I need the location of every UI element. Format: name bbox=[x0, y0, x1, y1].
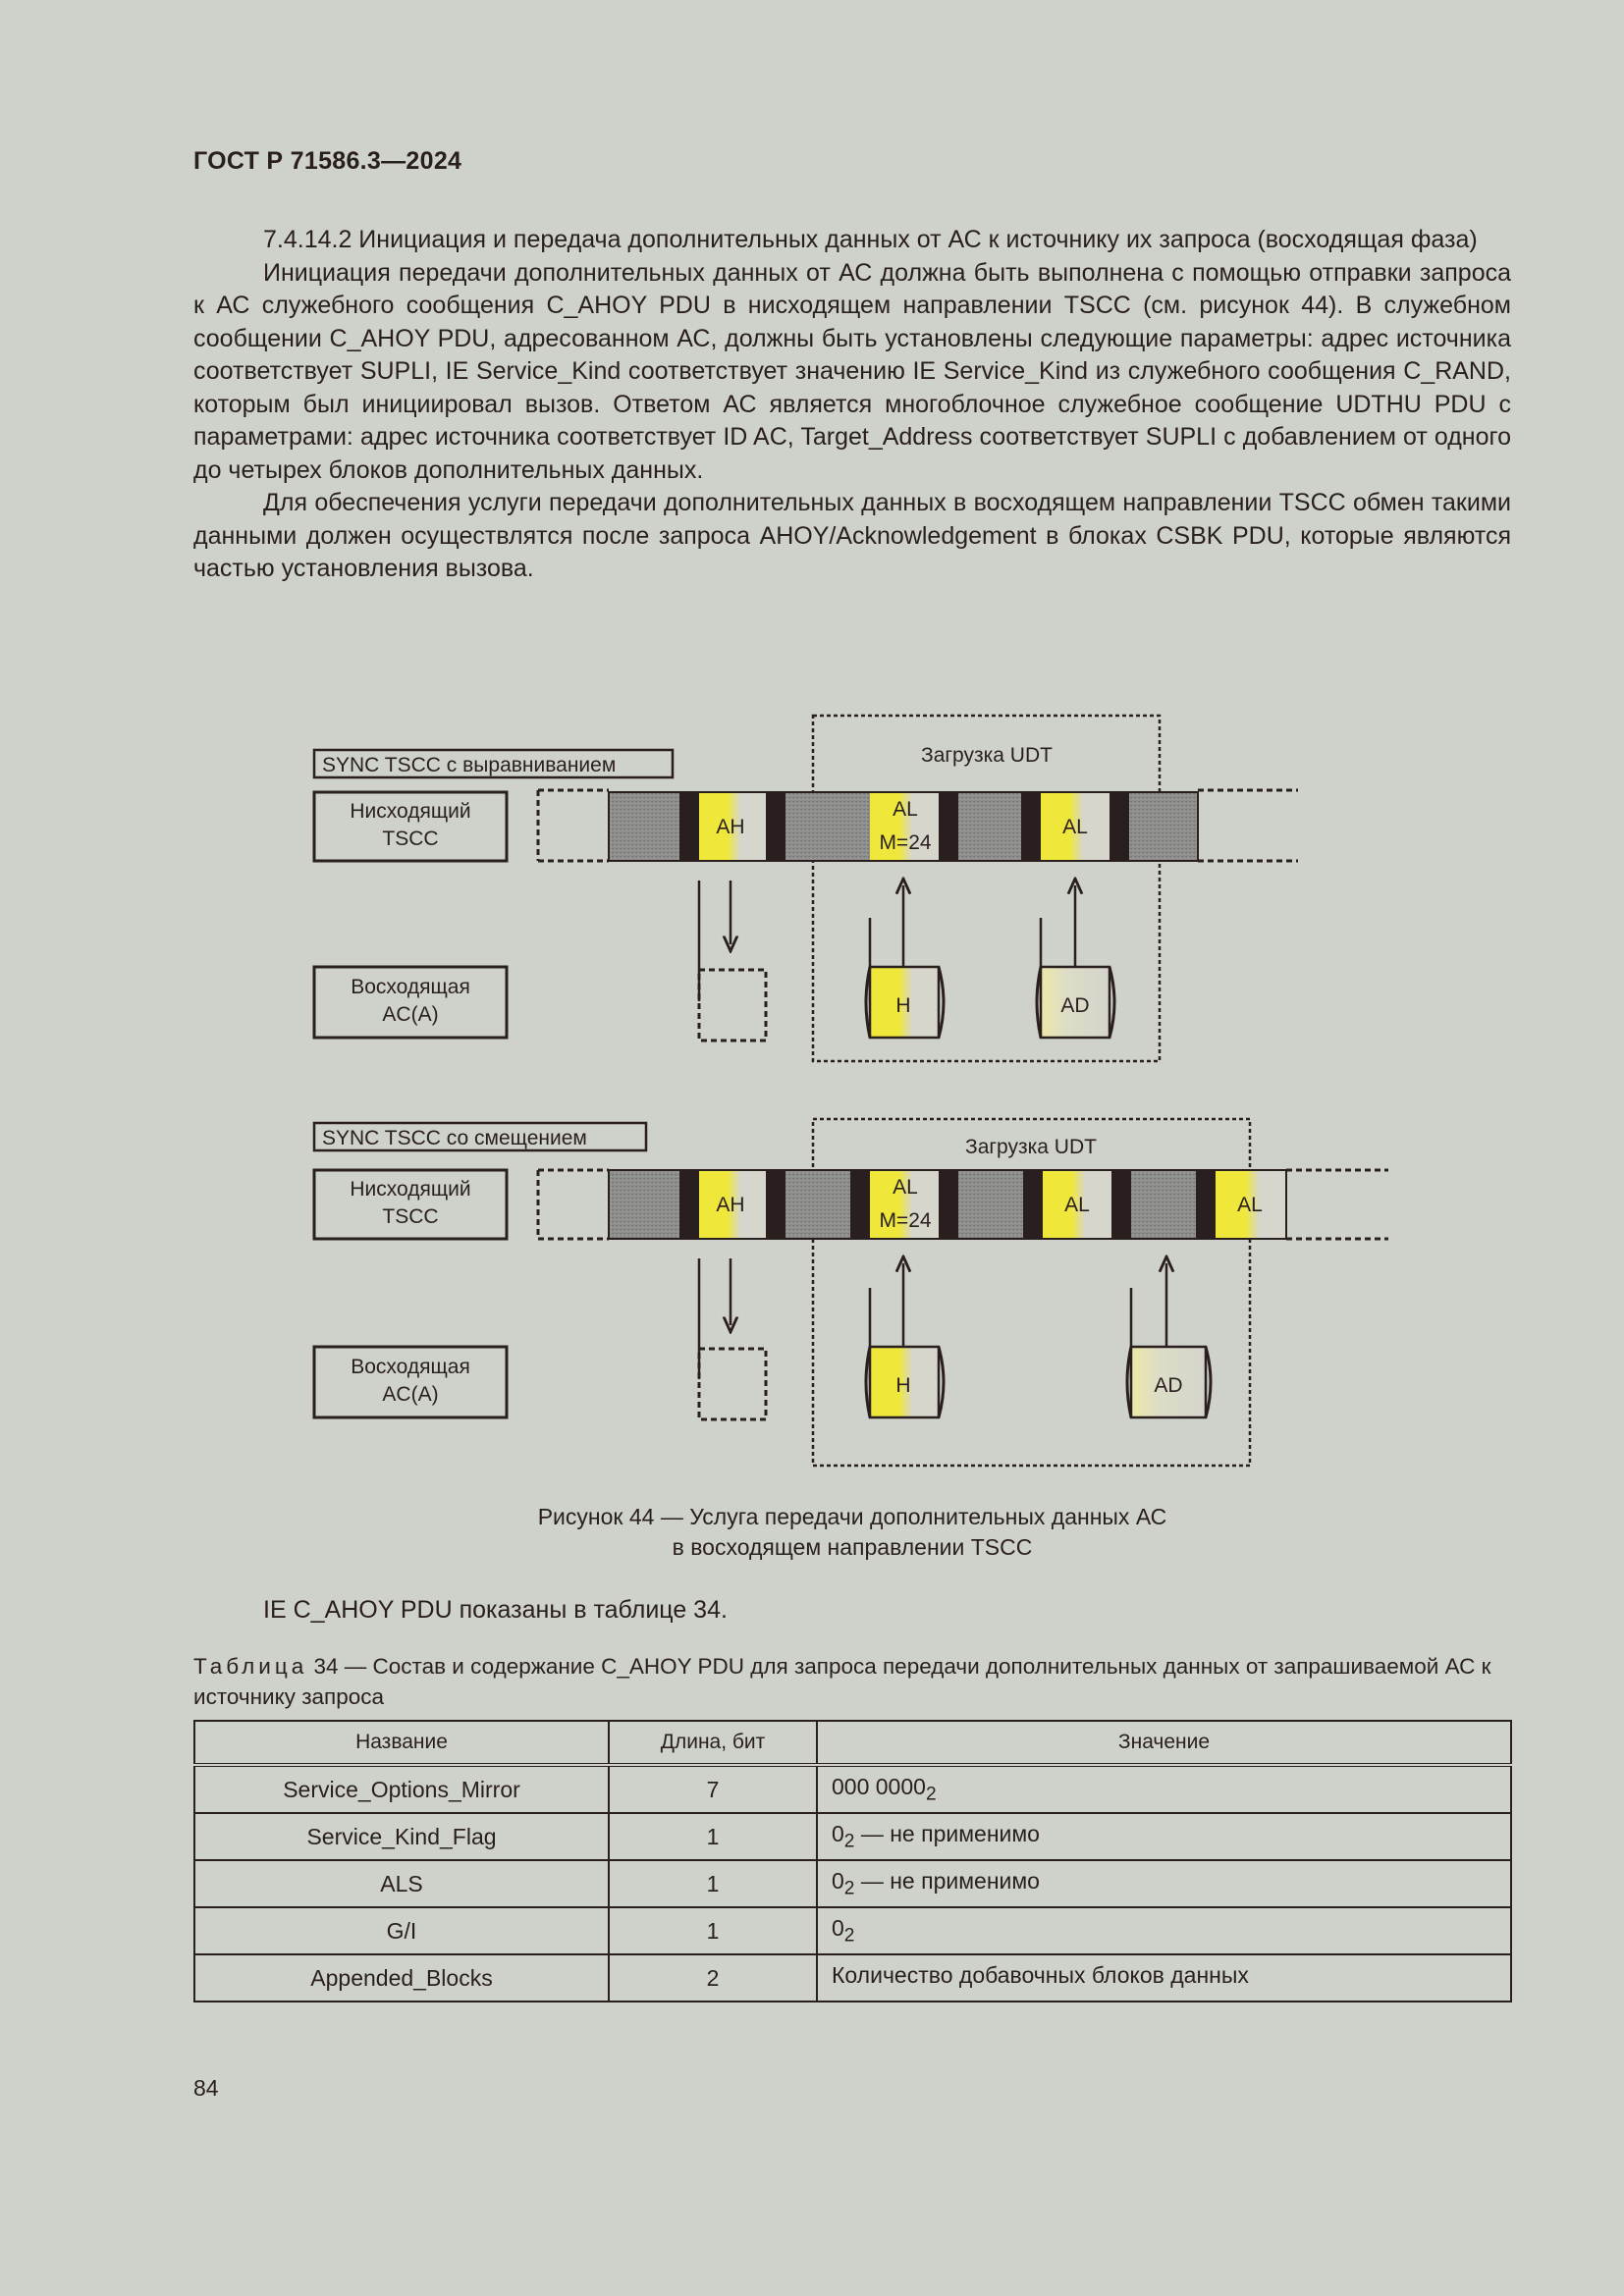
table-reference: IE C_AHOY PDU показаны в таблице 34. bbox=[263, 1596, 728, 1624]
table-row bbox=[194, 1765, 1511, 1813]
diagram1-downlink-label-1: Нисходящий bbox=[350, 800, 471, 823]
diagram1-slot-gray bbox=[1129, 792, 1198, 861]
cell-value bbox=[817, 1907, 1511, 1954]
diagram2-uplink-label-2: AC(A) bbox=[382, 1383, 439, 1406]
data-table bbox=[193, 1720, 1512, 2002]
cell-name: Service_Kind_Flag bbox=[194, 1813, 609, 1860]
diagram2-slot-al2-label: AL bbox=[1064, 1194, 1090, 1216]
diagram1-uplink-label-1: Восходящая bbox=[351, 976, 470, 998]
header-length: Длина, бит bbox=[609, 1721, 817, 1765]
diagram1-slot-al1-label-1: AL bbox=[893, 798, 918, 821]
header-name: Название bbox=[194, 1721, 609, 1765]
diagram1-slot-ah-label: AH bbox=[716, 816, 745, 838]
cell-value bbox=[817, 1765, 1511, 1813]
cell-value-main: Количество добавочных блоков данных bbox=[832, 1961, 1249, 1988]
diagram1-uplink-empty bbox=[699, 970, 766, 1041]
diagram2-slot-sync bbox=[766, 1170, 785, 1239]
diagram2-downlink-label-2: TSCC bbox=[382, 1205, 439, 1228]
table-row bbox=[194, 1813, 1511, 1860]
diagram2-slot-sync bbox=[850, 1170, 870, 1239]
diagram1-slot-sync bbox=[766, 792, 785, 861]
cell-value-main: 0 bbox=[832, 1867, 844, 1894]
diagram1-slot-gray bbox=[785, 792, 870, 861]
table-row bbox=[194, 1907, 1511, 1954]
diagram1-slot-gray bbox=[958, 792, 1021, 861]
header-value: Значение bbox=[817, 1721, 1511, 1765]
table-row bbox=[194, 1860, 1511, 1907]
diagram1-slot-gray bbox=[609, 792, 679, 861]
paragraph-service: Для обеспечения услуги передачи дополнительных данных в восходящем направлении TSCC обмен такими данными должен осуществлятся после запроса AHOY/Acknowledgement в блоках CSBK PDU, которые являются частью установления вызова. bbox=[193, 489, 1511, 582]
cell-length: 1 bbox=[609, 1813, 817, 1860]
page-number: 84 bbox=[193, 2075, 219, 2101]
diagram1-slot-start bbox=[538, 790, 609, 861]
diagram1-slot-al2-label: AL bbox=[1062, 816, 1088, 838]
diagram2-slot-sync bbox=[1111, 1170, 1131, 1239]
diagram2-block-ad-label: AD bbox=[1154, 1374, 1183, 1397]
cell-value-subscript: 2 bbox=[843, 1878, 855, 1899]
cell-value-subscript: 2 bbox=[843, 1831, 855, 1852]
diagram1-uplink-label-2: AC(A) bbox=[382, 1003, 439, 1026]
diagram1-block-h-label: H bbox=[895, 994, 911, 1017]
table-row bbox=[194, 1954, 1511, 2002]
cell-value bbox=[817, 1860, 1511, 1907]
diagram-offset bbox=[314, 1119, 1388, 1466]
diagram1-slot-sync bbox=[1110, 792, 1129, 861]
diagram2-slot-gray bbox=[958, 1170, 1023, 1239]
cell-value-main: 0 bbox=[832, 1820, 844, 1846]
diagram2-slot-gray bbox=[785, 1170, 850, 1239]
cell-value bbox=[817, 1954, 1511, 2002]
paragraph-initiation: Инициация передачи дополнительных данных от АС должна быть выполнена с помощью отправки запроса к АС служебного сообщения C_AHOY PDU в нисходящем направлении TSCC (см. рисунок 44). В служебном сообщении C_AHOY PDU, адресованном АС, должны быть установлены следующие параметры: адрес источника соответствует SUPLI, IE Service_Kind соответствует значению IE Service_Kind из служебного сообщения C_RAND, которым был инициировал вызов. Ответом АС является многоблочное служебное сообщение UDTHU PDU с параметрами: адрес источника соответствует ID AC, Target_Address соответствует SUPLI с добавлением от одного до четырех блоков дополнительных данных. bbox=[193, 258, 1511, 484]
diagram1-slot-continuation bbox=[1198, 790, 1298, 861]
diagram1-udt-label: Загрузка UDT bbox=[921, 744, 1053, 767]
diagram1-slot-sync bbox=[1021, 792, 1041, 861]
diagram2-slot-sync bbox=[939, 1170, 958, 1239]
cell-length: 7 bbox=[609, 1765, 817, 1813]
cell-length: 1 bbox=[609, 1860, 817, 1907]
diagram2-slot-al3-label: AL bbox=[1237, 1194, 1263, 1216]
cell-name: Appended_Blocks bbox=[194, 1954, 609, 2002]
diagram1-downlink-label-2: TSCC bbox=[382, 828, 439, 850]
cell-value-subscript: 2 bbox=[925, 1784, 937, 1805]
cell-name: G/I bbox=[194, 1907, 609, 1954]
diagram2-slot-al1-label-1: AL bbox=[893, 1176, 918, 1199]
cell-value-main: 000 0000 bbox=[832, 1773, 926, 1799]
cell-value-subscript: 2 bbox=[843, 1925, 855, 1947]
diagram2-slot-sync bbox=[1196, 1170, 1216, 1239]
document-header: ГОСТ Р 71586.3—2024 bbox=[193, 147, 462, 175]
cell-value-main: 0 bbox=[832, 1914, 844, 1941]
cell-length: 2 bbox=[609, 1954, 817, 2002]
diagram2-slot-sync bbox=[1023, 1170, 1043, 1239]
diagram2-title: SYNC TSCC со смещением bbox=[322, 1127, 587, 1149]
diagram2-slot-start bbox=[538, 1170, 609, 1239]
diagram2-udt-label: Загрузка UDT bbox=[965, 1136, 1097, 1158]
diagram2-uplink-label-1: Восходящая bbox=[351, 1356, 470, 1378]
diagram2-slot-sync bbox=[679, 1170, 699, 1239]
diagram2-slot-al1-label-2: M=24 bbox=[879, 1209, 932, 1232]
diagram2-slot-gray bbox=[1131, 1170, 1196, 1239]
diagram1-title: SYNC TSCC с выравниванием bbox=[322, 754, 617, 776]
diagram2-slot-continuation bbox=[1286, 1170, 1388, 1239]
diagram2-downlink-label-1: Нисходящий bbox=[350, 1178, 471, 1201]
cell-value-suffix: — не применимо bbox=[854, 1867, 1040, 1894]
table-title-text: 34 — Состав и содержание C_AHOY PDU для запроса передачи дополнительных данных от запрашиваемой АС к источнику запроса bbox=[193, 1654, 1491, 1709]
cell-value bbox=[817, 1813, 1511, 1860]
table-header-row bbox=[194, 1721, 1511, 1765]
figure-caption-line-1: Рисунок 44 — Услуга передачи дополнительных данных АС bbox=[537, 1504, 1167, 1529]
figure-caption-line-2: в восходящем направлении TSCC bbox=[672, 1534, 1033, 1560]
figure-caption bbox=[193, 1502, 1511, 1563]
cell-name: ALS bbox=[194, 1860, 609, 1907]
diagram1-block-ad-label: AD bbox=[1060, 994, 1090, 1017]
diagram2-block-h-label: H bbox=[895, 1374, 911, 1397]
table-title bbox=[193, 1651, 1511, 1712]
diagram1-slot-sync bbox=[679, 792, 699, 861]
cell-name: Service_Options_Mirror bbox=[194, 1765, 609, 1813]
cell-value-suffix: — не применимо bbox=[854, 1820, 1040, 1846]
table-title-word: Таблица bbox=[193, 1654, 308, 1679]
section-heading: 7.4.14.2 Инициация и передача дополнительных данных от АС к источнику их запроса (восходящая фаза) bbox=[263, 226, 1478, 253]
diagram1-slot-sync bbox=[939, 792, 958, 861]
diagram2-slot-gray bbox=[609, 1170, 679, 1239]
diagram2-slot-ah-label: AH bbox=[716, 1194, 745, 1216]
cell-length: 1 bbox=[609, 1907, 817, 1954]
diagram2-uplink-empty bbox=[699, 1349, 766, 1419]
diagram1-slot-al1-label-2: M=24 bbox=[879, 831, 932, 854]
